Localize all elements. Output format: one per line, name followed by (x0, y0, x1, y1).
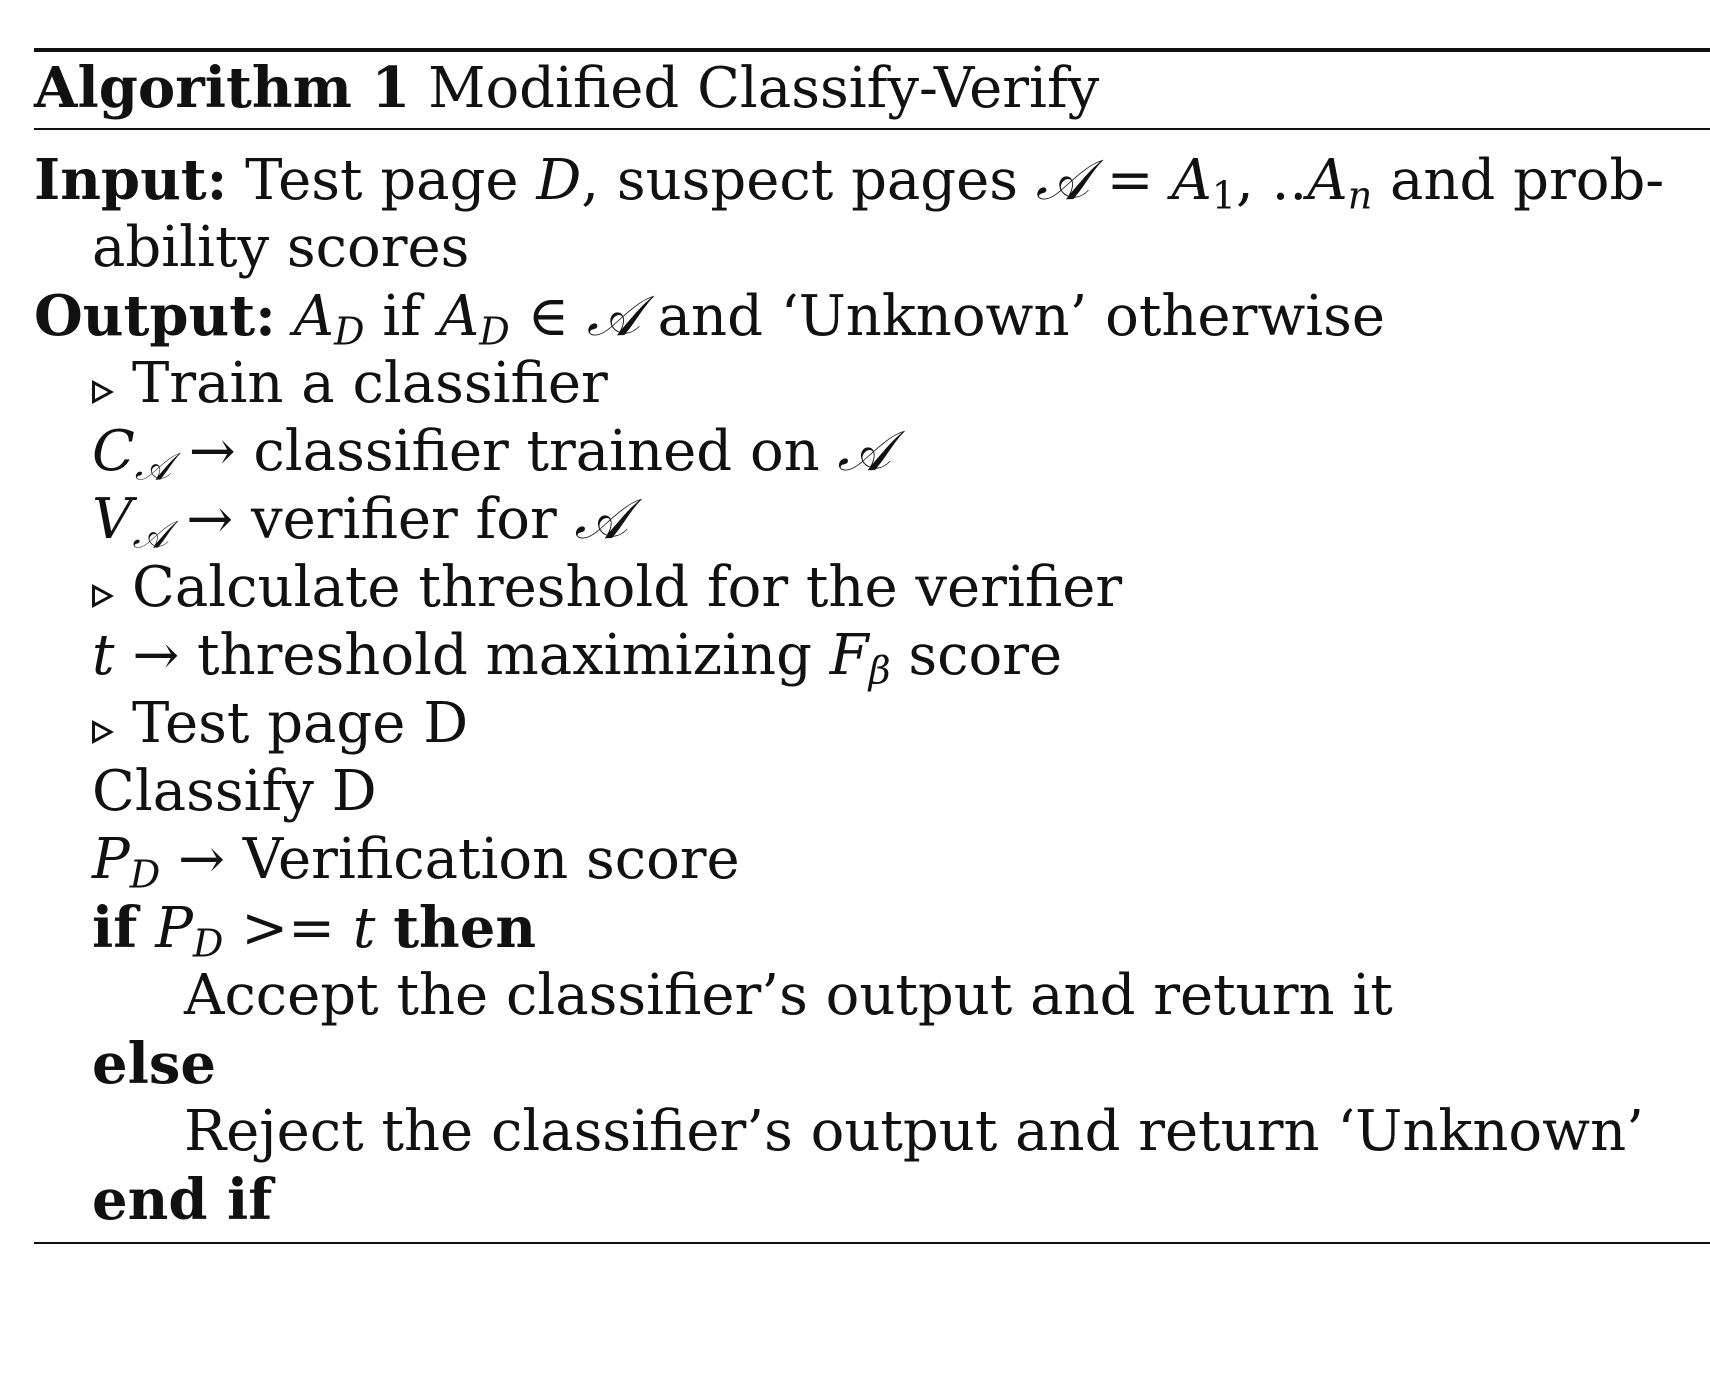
p-symbol: P (92, 827, 130, 892)
output-cal-a: 𝒜 (586, 284, 640, 349)
t-symbol: t (92, 623, 115, 688)
t-text: → threshold maximizing (114, 623, 830, 688)
step-classify (92, 758, 377, 826)
input-text-4: ability scores (92, 215, 470, 280)
step-classifier (92, 418, 891, 489)
step-accept (184, 962, 1393, 1030)
top-rule (34, 48, 1710, 52)
input-a1: A (1171, 148, 1212, 213)
c-cal-a: 𝒜 (837, 419, 891, 484)
if-p-sub-d: D (192, 921, 224, 966)
comment-test-text: Test page D (132, 691, 469, 756)
if-p-symbol: P (155, 896, 193, 961)
step-else (92, 1030, 216, 1098)
comment-test (92, 690, 468, 758)
input-text-1: Test page (245, 148, 537, 213)
output-a: A (293, 284, 335, 349)
c-symbol: C (92, 419, 135, 484)
comment-train (92, 350, 608, 418)
output-suffix: and ‘Unknown’ otherwise (639, 284, 1386, 349)
output-sub-d: D (334, 309, 365, 354)
input-line-continued (92, 214, 469, 282)
algorithm-block (34, 48, 1710, 1368)
output-a-2: A (438, 284, 480, 349)
p-text: → Verification score (160, 827, 740, 892)
input-cal-a: 𝒜 (1035, 148, 1089, 213)
input-d: D (536, 148, 582, 213)
output-line (34, 282, 1386, 354)
algorithm-name: Modified Classify-Verify (428, 56, 1100, 121)
input-line (34, 146, 1665, 218)
input-sub-n: n (1347, 173, 1373, 218)
v-text: → verifier for (168, 487, 575, 552)
algorithm-label: Algorithm 1 (34, 55, 411, 121)
step-reject (184, 1098, 1644, 1166)
f-sub-beta: β (868, 648, 891, 693)
if-keyword: if (92, 895, 138, 961)
c-text: → classifier trained on (170, 419, 838, 484)
comment-triangle-icon (92, 380, 114, 404)
comment-threshold-text: Calculate threshold for the verifier (132, 555, 1123, 620)
step-if (92, 894, 537, 966)
c-sub-a: 𝒜 (134, 444, 171, 489)
v-symbol: V (92, 487, 133, 552)
step-verification-score (92, 826, 740, 897)
else-keyword: else (92, 1031, 217, 1097)
endif-keyword: end if (92, 1167, 273, 1233)
comment-triangle-icon (92, 584, 114, 608)
input-sep: , .. (1236, 148, 1308, 213)
input-equals: = (1088, 148, 1172, 213)
comment-triangle-icon (92, 720, 114, 744)
step-threshold (92, 622, 1063, 693)
score-text: score (890, 623, 1063, 688)
input-text-2: , suspect pages (581, 148, 1036, 213)
output-if: if (364, 284, 439, 349)
if-t-symbol: t (352, 896, 376, 961)
if-ge: >= (223, 896, 353, 961)
step-endif (92, 1166, 272, 1234)
bottom-rule (34, 1242, 1710, 1244)
output-sub-d-2: D (479, 309, 510, 354)
step-verifier (92, 486, 628, 557)
reject-text: Reject the classifier’s output and return ‘Unknown’ (184, 1099, 1644, 1164)
output-keyword: Output: (34, 283, 276, 349)
title-rule (34, 128, 1710, 130)
output-in: ∈ (509, 284, 587, 349)
p-sub-d: D (129, 852, 161, 897)
classify-text: Classify D (92, 759, 377, 824)
algorithm-title (34, 54, 1099, 122)
v-cal-a: 𝒜 (574, 487, 628, 552)
then-keyword: then (393, 895, 537, 961)
comment-threshold (92, 554, 1122, 622)
accept-text: Accept the classifier’s output and return it (184, 963, 1393, 1028)
input-an: A (1307, 148, 1348, 213)
v-sub-a: 𝒜 (132, 512, 169, 557)
comment-train-text: Train a classifier (132, 351, 608, 416)
input-sub-1: 1 (1211, 173, 1237, 218)
input-text-3: and prob- (1372, 148, 1665, 213)
input-keyword: Input: (34, 147, 228, 213)
f-symbol: F (829, 623, 869, 688)
